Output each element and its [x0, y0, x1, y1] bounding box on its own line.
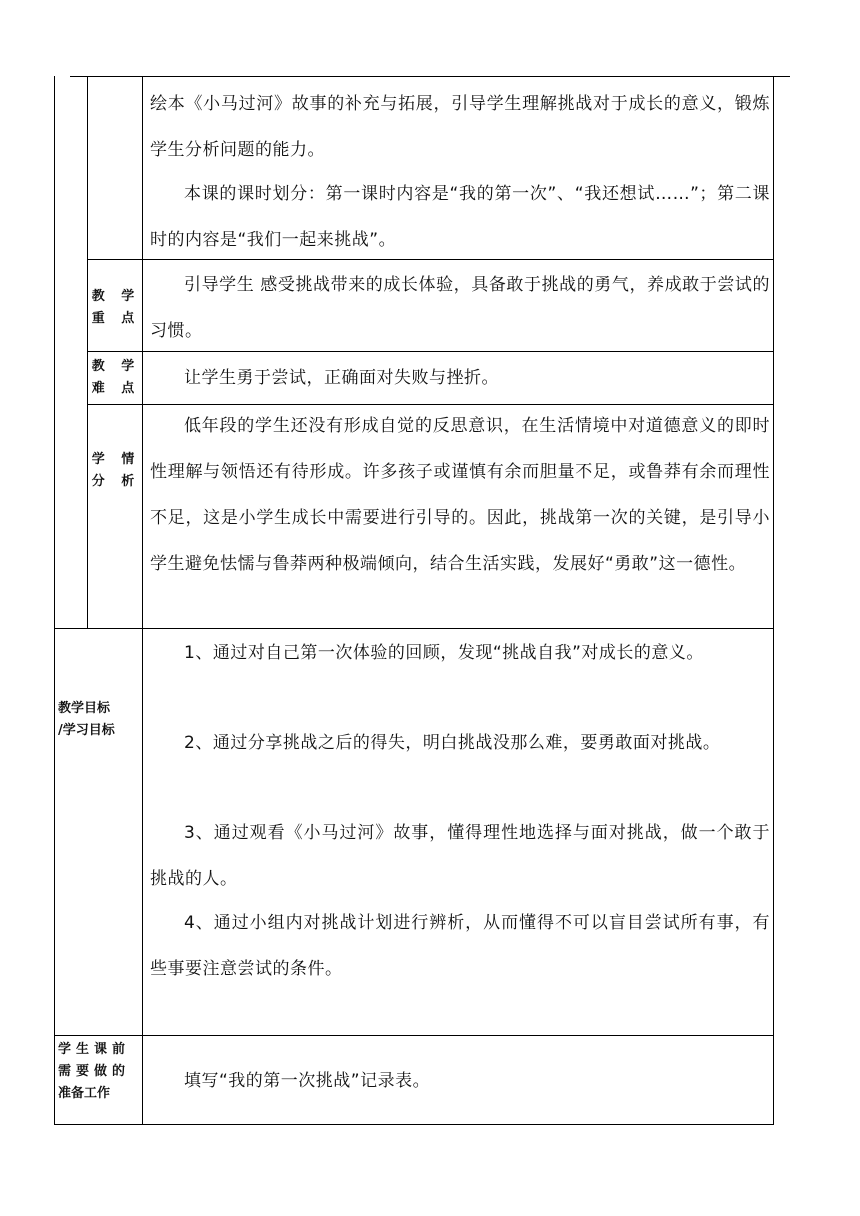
- objectives-label-line1: 教学目标: [58, 701, 111, 716]
- key-points-label-line2: 重 点: [91, 311, 141, 326]
- preparation-label-line1: 学生课前: [58, 1042, 131, 1057]
- objectives-label-line2: /学习目标: [58, 723, 115, 738]
- table-label-column-border: [142, 76, 143, 1125]
- lesson-division-paragraph: 本课的课时划分：第一课时内容是“我的第一次”、“我还想试……”；第二课时的内容是“我们一起来挑战”。: [150, 184, 770, 250]
- preparation-label-line3: 准备工作: [58, 1086, 111, 1101]
- preparation-text: 填写“我的第一次挑战”记录表。: [184, 1071, 431, 1091]
- row-divider: [54, 628, 774, 629]
- key-points-text: 引导学生 感受挑战带来的成长体验，具备敢于挑战的勇气，养成敢于尝试的习惯。: [150, 275, 770, 341]
- preparation-label-line2: 需要做的: [58, 1064, 131, 1079]
- table-border-bottom: [54, 1124, 774, 1125]
- continued-paragraph: 绘本《小马过河》故事的补充与拓展，引导学生理解挑战对于成长的意义，锻炼学生分析问题的能力。: [150, 94, 770, 160]
- objective-item: 2、通过分享挑战之后的得失，明白挑战没那么难，要勇敢面对挑战。: [184, 733, 721, 753]
- objective-item: 3、通过观看《小马过河》故事，懂得理性地选择与面对挑战，做一个敢于挑战的人。: [150, 823, 770, 889]
- table-border-left: [54, 76, 55, 1125]
- learner-analysis-label-line1: 学 情: [91, 452, 141, 467]
- difficult-points-label-line1: 教 学: [91, 359, 141, 374]
- difficult-points-text: 让学生勇于尝试，正确面对失败与挫折。: [184, 368, 499, 388]
- difficult-points-label-line2: 难 点: [91, 381, 141, 396]
- learner-analysis-text: 低年段的学生还没有形成自觉的反思意识，在生活情境中对道德意义的即时性理解与领悟还有待形成。许多孩子或谨慎有余而胆量不足，或鲁莽有余而理性不足，这是小学生成长中需要进行引导的。因此，挑战第一次的关键，是引导小学生避免怯懦与鲁莽两种极端倾向，结合生活实践，发展好“勇敢”这一德性。: [150, 416, 770, 574]
- objective-item: 4、通过小组内对挑战计划进行辨析，从而懂得不可以盲目尝试所有事，有些事要注意尝试的条件。: [150, 913, 770, 979]
- table-inner-left-border: [87, 76, 88, 628]
- key-points-label-line1: 教 学: [91, 289, 141, 304]
- learner-analysis-label-line2: 分 析: [91, 474, 141, 489]
- objective-item: 1、通过对自己第一次体验的回顾，发现“挑战自我”对成长的意义。: [184, 643, 704, 663]
- table-border-right: [773, 76, 774, 1125]
- header-rule: [70, 76, 790, 77]
- row-divider: [54, 1035, 774, 1036]
